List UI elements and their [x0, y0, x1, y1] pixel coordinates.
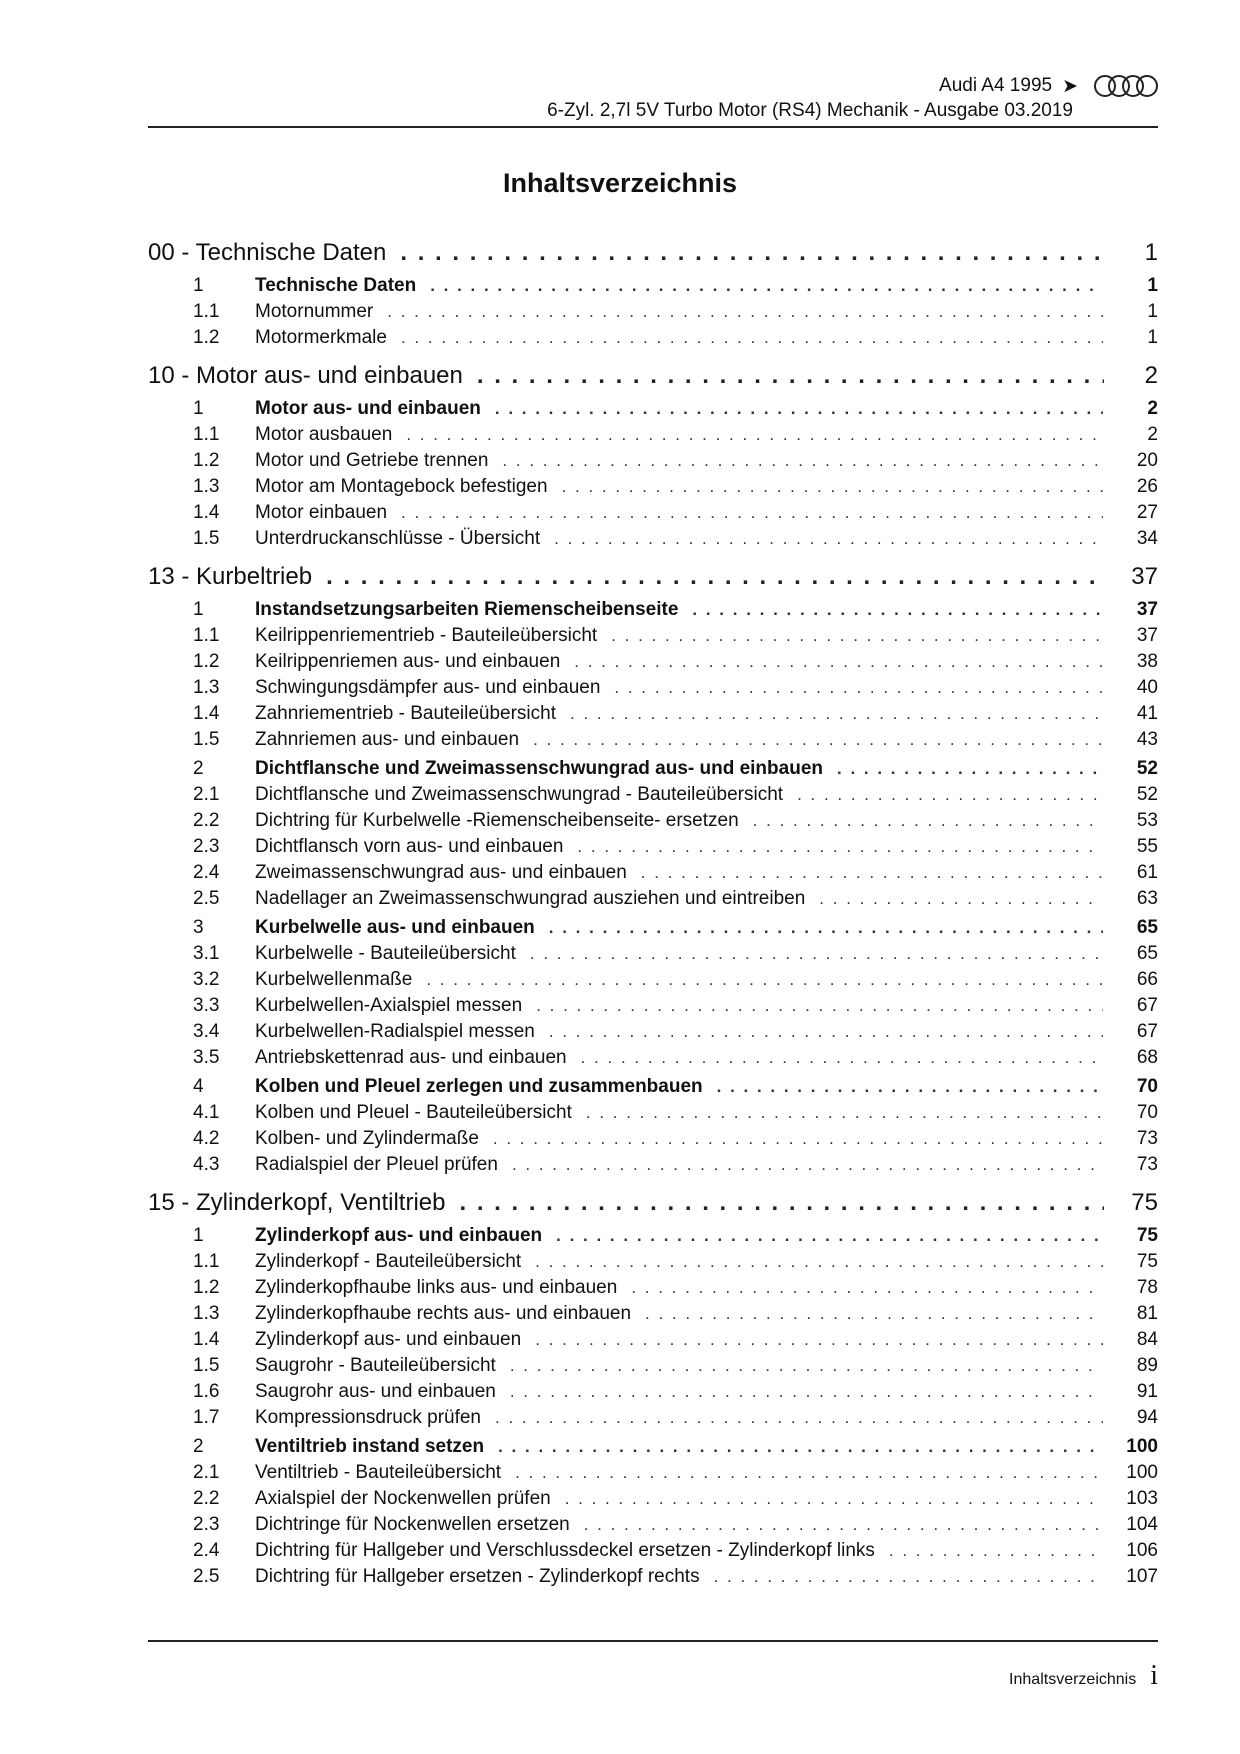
toc-subsection[interactable]: [148, 474, 1158, 500]
toc-leader-dots: [584, 1515, 1103, 1535]
toc-chapter[interactable]: [148, 236, 1158, 270]
toc-entry-page: 75: [1136, 1225, 1158, 1246]
toc-entry-title: Kolben und Pleuel - Bauteileübersicht: [255, 1102, 572, 1123]
toc-entry-title: Kolben und Pleuel zerlegen und zusammenbauen: [255, 1076, 703, 1097]
toc-entry-page: 37: [1136, 625, 1158, 646]
toc-entry-number: 2.1: [193, 784, 220, 805]
toc-subsection[interactable]: [148, 299, 1158, 325]
toc-entry-title: Kurbelwelle - Bauteileübersicht: [255, 943, 516, 964]
toc-entry-number: 3.1: [193, 943, 220, 964]
toc-entry-title: Dichtring für Kurbelwelle -Riemenscheibenseite- ersetzen: [255, 810, 739, 831]
toc-subsection[interactable]: [148, 1045, 1158, 1071]
toc-entry-number: 1.1: [193, 625, 220, 646]
toc-subsection[interactable]: [148, 1126, 1158, 1152]
toc-entry-title: Dichtringe für Nockenwellen ersetzen: [255, 1514, 570, 1535]
footer-label: Inhaltsverzeichnis: [1009, 1671, 1137, 1688]
toc-subsection[interactable]: [148, 701, 1158, 727]
toc-entry-title: Zylinderkopfhaube links aus- und einbauen: [255, 1277, 618, 1298]
toc-entry-title: Antriebskettenrad aus- und einbauen: [255, 1047, 567, 1068]
toc-entry-number: 1.4: [193, 502, 220, 523]
toc-chapter-title: 15 - Zylinderkopf, Ventiltrieb: [148, 1189, 446, 1216]
toc-entry-title: Dichtflansch vorn aus- und einbauen: [255, 836, 564, 857]
toc-entry-page: 106: [1126, 1540, 1158, 1561]
toc-entry-number: 1.5: [193, 528, 220, 549]
toc-leader-dots: [530, 944, 1103, 964]
toc-leader-dots: [510, 1356, 1103, 1376]
toc-subsection[interactable]: [148, 993, 1158, 1019]
toc-entry-number: 1.3: [193, 1303, 220, 1324]
toc-entry-page: 73: [1136, 1128, 1158, 1149]
toc-subsection[interactable]: [148, 500, 1158, 526]
toc-leader-dots: [554, 529, 1103, 549]
toc-section[interactable]: [148, 273, 1158, 299]
toc-entry-title: Keilrippenriementrieb - Bauteileübersicht: [255, 625, 598, 646]
toc-subsection[interactable]: [148, 967, 1158, 993]
toc-entry-number: 1.1: [193, 424, 220, 445]
toc-entry-page: 100: [1126, 1462, 1158, 1483]
toc-leader-dots: [797, 785, 1103, 805]
toc-entry-page: 61: [1136, 862, 1158, 883]
toc-entry-number: 4.2: [193, 1128, 220, 1149]
toc-leader-dots: [556, 1226, 1103, 1246]
toc-entry-title: Kurbelwellenmaße: [255, 969, 413, 990]
toc-entry-number: 1.1: [193, 301, 220, 322]
toc-entry-number: 3.3: [193, 995, 220, 1016]
toc-leader-dots: [819, 889, 1103, 909]
toc-entry-number: 2.5: [193, 888, 220, 909]
toc-entry-number: 1.5: [193, 1355, 220, 1376]
toc-subsection[interactable]: [148, 675, 1158, 701]
toc-leader-dots: [549, 918, 1103, 938]
toc-entry-number: 1.2: [193, 450, 220, 471]
toc-entry-title: Kompressionsdruck prüfen: [255, 1407, 481, 1428]
toc-leader-dots: [586, 1103, 1103, 1123]
toc-section[interactable]: [148, 756, 1158, 782]
toc-entry-number: 2.2: [193, 810, 220, 831]
toc-entry-page: 65: [1136, 943, 1158, 964]
toc-leader-dots: [387, 302, 1103, 322]
toc-entry-title: Kurbelwelle aus- und einbauen: [255, 917, 535, 938]
toc-leader-dots: [614, 678, 1103, 698]
toc-leader-dots: [459, 1189, 1104, 1217]
toc-entry-title: Zylinderkopfhaube rechts aus- und einbauen: [255, 1303, 632, 1324]
toc-subsection[interactable]: [148, 860, 1158, 886]
toc-leader-dots: [535, 1330, 1103, 1350]
toc-leader-dots: [400, 239, 1104, 267]
toc-entry-title: Motor und Getriebe trennen: [255, 450, 489, 471]
toc-entry-page: 27: [1136, 502, 1158, 523]
header-vehicle: Audi A4 1995: [939, 75, 1053, 96]
toc-entry-page: 37: [1136, 599, 1158, 620]
toc-leader-dots: [574, 652, 1103, 672]
toc-subsection[interactable]: [148, 1275, 1158, 1301]
toc-leader-dots: [536, 996, 1103, 1016]
toc-chapter-title: 00 - Technische Daten: [148, 239, 387, 266]
toc-entry-title: Keilrippenriemen aus- und einbauen: [255, 651, 561, 672]
toc-entry-page: 26: [1136, 476, 1158, 497]
table-of-contents: [148, 236, 1158, 1590]
header-subtitle: 6-Zyl. 2,7l 5V Turbo Motor (RS4) Mechanik - Ausgabe 03.2019: [547, 100, 1073, 121]
toc-entry-title: Kurbelwellen-Axialspiel messen: [255, 995, 523, 1016]
toc-entry-title: Dichtflansche und Zweimassenschwungrad - Bauteileübersicht: [255, 784, 784, 805]
toc-entry-page: 66: [1136, 969, 1158, 990]
toc-leader-dots: [495, 399, 1103, 419]
header-vehicle-line: [939, 72, 1158, 100]
toc-chapter-page: 37: [1131, 563, 1158, 590]
toc-entry-page: 89: [1136, 1355, 1158, 1376]
toc-entry-number: 1.1: [193, 1251, 220, 1272]
toc-entry-number: 1.4: [193, 703, 220, 724]
toc-subsection[interactable]: [148, 886, 1158, 912]
toc-subsection[interactable]: [148, 649, 1158, 675]
toc-entry-page: 65: [1136, 917, 1158, 938]
toc-entry-page: 41: [1136, 703, 1158, 724]
toc-entry-title: Ventiltrieb - Bauteileübersicht: [255, 1462, 502, 1483]
toc-leader-dots: [535, 1252, 1103, 1272]
toc-entry-number: 1.3: [193, 476, 220, 497]
toc-entry-title: Technische Daten: [255, 275, 417, 296]
toc-entry-number: 3.2: [193, 969, 220, 990]
toc-entry-title: Zahnriemen aus- und einbauen: [255, 729, 520, 750]
toc-entry-page: 53: [1136, 810, 1158, 831]
page-footer: [1009, 1660, 1158, 1692]
toc-entry-page: 43: [1136, 729, 1158, 750]
toc-entry-page: 1: [1147, 301, 1158, 322]
toc-entry-page: 94: [1136, 1407, 1158, 1428]
toc-entry-title: Motor am Montagebock befestigen: [255, 476, 548, 497]
toc-chapter-page: 1: [1144, 239, 1158, 266]
toc-leader-dots: [611, 626, 1103, 646]
toc-leader-dots: [565, 1489, 1103, 1509]
toc-subsection[interactable]: [148, 1100, 1158, 1126]
toc-chapter-title: 13 - Kurbeltrieb: [148, 563, 313, 590]
toc-entry-number: 4: [193, 1076, 204, 1097]
toc-entry-number: 1.6: [193, 1381, 220, 1402]
toc-entry-title: Zylinderkopf aus- und einbauen: [255, 1225, 543, 1246]
footer-divider: [148, 1640, 1158, 1642]
toc-entry-page: 81: [1136, 1303, 1158, 1324]
toc-leader-dots: [426, 970, 1103, 990]
toc-subsection[interactable]: [148, 1564, 1158, 1590]
toc-entry-number: 2.4: [193, 1540, 220, 1561]
toc-entry-page: 70: [1136, 1076, 1158, 1097]
toc-subsection[interactable]: [148, 1301, 1158, 1327]
toc-entry-page: 40: [1136, 677, 1158, 698]
toc-entry-number: 3: [193, 917, 204, 938]
toc-chapter-page: 75: [1131, 1189, 1158, 1216]
toc-subsection[interactable]: [148, 1512, 1158, 1538]
toc-subsection[interactable]: [148, 1152, 1158, 1178]
toc-leader-dots: [570, 704, 1103, 724]
toc-entry-page: 107: [1126, 1566, 1158, 1587]
toc-entry-number: 2: [193, 758, 204, 779]
toc-entry-title: Schwingungsdämpfer aus- und einbauen: [255, 677, 601, 698]
toc-leader-dots: [717, 1077, 1103, 1097]
toc-entry-number: 1.7: [193, 1407, 220, 1428]
toc-leader-dots: [401, 503, 1103, 523]
toc-entry-title: Zahnriementrieb - Bauteileübersicht: [255, 703, 556, 724]
toc-entry-number: 1.4: [193, 1329, 220, 1350]
toc-subsection[interactable]: [148, 941, 1158, 967]
toc-leader-dots: [502, 451, 1103, 471]
toc-entry-title: Radialspiel der Pleuel prüfen: [255, 1154, 498, 1175]
toc-entry-title: Saugrohr aus- und einbauen: [255, 1381, 496, 1402]
toc-subsection[interactable]: [148, 1538, 1158, 1564]
toc-entry-title: Nadellager an Zweimassenschwungrad ausziehen und eintreiben: [255, 888, 806, 909]
toc-subsection[interactable]: [148, 834, 1158, 860]
toc-entry-page: 1: [1147, 275, 1158, 296]
toc-section[interactable]: [148, 1434, 1158, 1460]
toc-subsection[interactable]: [148, 1353, 1158, 1379]
toc-leader-dots: [837, 759, 1103, 779]
toc-entry-page: 63: [1136, 888, 1158, 909]
toc-entry-page: 78: [1136, 1277, 1158, 1298]
toc-leader-dots: [645, 1304, 1103, 1324]
toc-entry-page: 67: [1136, 995, 1158, 1016]
toc-entry-page: 84: [1136, 1329, 1158, 1350]
toc-leader-dots: [401, 328, 1103, 348]
toc-entry-page: 100: [1126, 1436, 1158, 1457]
toc-entry-page: 104: [1126, 1514, 1158, 1535]
toc-entry-page: 20: [1136, 450, 1158, 471]
toc-entry-number: 4.3: [193, 1154, 220, 1175]
toc-entry-title: Dichtflansche und Zweimassenschwungrad aus- und einbauen: [255, 758, 823, 779]
toc-leader-dots: [326, 563, 1104, 591]
toc-entry-page: 70: [1136, 1102, 1158, 1123]
toc-entry-title: Axialspiel der Nockenwellen prüfen: [255, 1488, 551, 1509]
header-divider: [148, 126, 1158, 128]
toc-entry-title: Dichtring für Hallgeber ersetzen - Zylinderkopf rechts: [255, 1566, 700, 1587]
toc-chapter-title: 10 - Motor aus- und einbauen: [148, 362, 463, 389]
toc-leader-dots: [889, 1541, 1103, 1561]
toc-leader-dots: [515, 1463, 1103, 1483]
toc-leader-dots: [510, 1382, 1103, 1402]
toc-subsection[interactable]: [148, 448, 1158, 474]
toc-leader-dots: [577, 837, 1103, 857]
toc-subsection[interactable]: [148, 1405, 1158, 1431]
toc-entry-page: 34: [1136, 528, 1158, 549]
toc-entry-number: 2: [193, 1436, 204, 1457]
toc-subsection[interactable]: [148, 1327, 1158, 1353]
toc-entry-title: Motormerkmale: [255, 327, 387, 348]
footer-page-number: i: [1150, 1660, 1158, 1691]
toc-entry-page: 52: [1136, 758, 1158, 779]
toc-entry-title: Motor aus- und einbauen: [255, 398, 481, 419]
toc-leader-dots: [692, 600, 1103, 620]
toc-entry-number: 1.2: [193, 1277, 220, 1298]
arrow-icon: ➤: [1062, 75, 1078, 97]
toc-subsection[interactable]: [148, 1486, 1158, 1512]
toc-chapter[interactable]: [148, 560, 1158, 594]
toc-leader-dots: [495, 1408, 1103, 1428]
toc-subsection[interactable]: [148, 422, 1158, 448]
toc-entry-number: 2.1: [193, 1462, 220, 1483]
toc-subsection[interactable]: [148, 1379, 1158, 1405]
toc-subsection[interactable]: [148, 526, 1158, 552]
toc-section[interactable]: [148, 396, 1158, 422]
toc-subsection[interactable]: [148, 1019, 1158, 1045]
toc-leader-dots: [641, 863, 1103, 883]
toc-entry-title: Saugrohr - Bauteileübersicht: [255, 1355, 496, 1376]
toc-entry-page: 73: [1136, 1154, 1158, 1175]
toc-entry-number: 2.3: [193, 1514, 220, 1535]
toc-entry-number: 2.4: [193, 862, 220, 883]
toc-chapter-page: 2: [1144, 362, 1158, 389]
toc-subsection[interactable]: [148, 623, 1158, 649]
toc-entry-title: Unterdruckanschlüsse - Übersicht: [255, 528, 541, 549]
toc-leader-dots: [714, 1567, 1103, 1587]
toc-entry-number: 2.3: [193, 836, 220, 857]
toc-entry-title: Instandsetzungsarbeiten Riemenscheibenseite: [255, 599, 679, 620]
toc-entry-title: Ventiltrieb instand setzen: [255, 1436, 485, 1457]
toc-entry-page: 91: [1136, 1381, 1158, 1402]
toc-entry-title: Zylinderkopf - Bauteileübersicht: [255, 1251, 522, 1272]
toc-entry-number: 1: [193, 398, 204, 419]
toc-subsection[interactable]: [148, 1460, 1158, 1486]
toc-entry-page: 2: [1147, 398, 1158, 419]
toc-subsection[interactable]: [148, 727, 1158, 753]
toc-entry-page: 68: [1136, 1047, 1158, 1068]
toc-subsection[interactable]: [148, 808, 1158, 834]
toc-section[interactable]: [148, 915, 1158, 941]
toc-chapter[interactable]: [148, 1186, 1158, 1220]
toc-entry-title: Dichtring für Hallgeber und Verschlussdeckel ersetzen - Zylinderkopf links: [255, 1540, 875, 1561]
toc-entry-number: 3.5: [193, 1047, 220, 1068]
audi-rings-logo-icon: [1088, 75, 1158, 97]
page-title: Inhaltsverzeichnis: [502, 168, 738, 198]
toc-entry-page: 52: [1136, 784, 1158, 805]
toc-leader-dots: [512, 1155, 1103, 1175]
toc-entry-page: 67: [1136, 1021, 1158, 1042]
toc-leader-dots: [533, 730, 1103, 750]
toc-chapter[interactable]: [148, 359, 1158, 393]
toc-entry-number: 1: [193, 1225, 204, 1246]
toc-leader-dots: [631, 1278, 1103, 1298]
toc-entry-number: 2.2: [193, 1488, 220, 1509]
toc-leader-dots: [581, 1048, 1103, 1068]
toc-entry-title: Kurbelwellen-Radialspiel messen: [255, 1021, 535, 1042]
toc-entry-number: 1.2: [193, 651, 220, 672]
toc-leader-dots: [430, 276, 1103, 296]
toc-entry-number: 1: [193, 275, 204, 296]
toc-subsection[interactable]: [148, 325, 1158, 351]
toc-entry-page: 75: [1136, 1251, 1158, 1272]
toc-entry-title: Motor einbauen: [255, 502, 388, 523]
toc-entry-number: 1.3: [193, 677, 220, 698]
toc-leader-dots: [498, 1437, 1103, 1457]
toc-section[interactable]: [148, 1074, 1158, 1100]
toc-leader-dots: [493, 1129, 1103, 1149]
toc-entry-page: 2: [1147, 424, 1158, 445]
toc-subsection[interactable]: [148, 1249, 1158, 1275]
toc-entry-number: 4.1: [193, 1102, 220, 1123]
toc-entry-number: 1.5: [193, 729, 220, 750]
toc-entry-page: 55: [1136, 836, 1158, 857]
toc-entry-title: Motor ausbauen: [255, 424, 393, 445]
toc-section[interactable]: [148, 597, 1158, 623]
toc-entry-number: 1: [193, 599, 204, 620]
toc-leader-dots: [549, 1022, 1103, 1042]
toc-subsection[interactable]: [148, 782, 1158, 808]
toc-entry-title: Motornummer: [255, 301, 374, 322]
toc-entry-number: 1.2: [193, 327, 220, 348]
toc-entry-number: 2.5: [193, 1566, 220, 1587]
toc-entry-page: 1: [1147, 327, 1158, 348]
toc-entry-title: Kolben- und Zylindermaße: [255, 1128, 479, 1149]
toc-entry-page: 38: [1136, 651, 1158, 672]
toc-section[interactable]: [148, 1223, 1158, 1249]
toc-leader-dots: [753, 811, 1103, 831]
toc-entry-title: Zweimassenschwungrad aus- und einbauen: [255, 862, 627, 883]
toc-leader-dots: [477, 362, 1104, 390]
toc-entry-page: 103: [1126, 1488, 1158, 1509]
toc-leader-dots: [562, 477, 1103, 497]
toc-entry-title: Zylinderkopf aus- und einbauen: [255, 1329, 522, 1350]
toc-entry-number: 3.4: [193, 1021, 220, 1042]
toc-leader-dots: [406, 425, 1103, 445]
